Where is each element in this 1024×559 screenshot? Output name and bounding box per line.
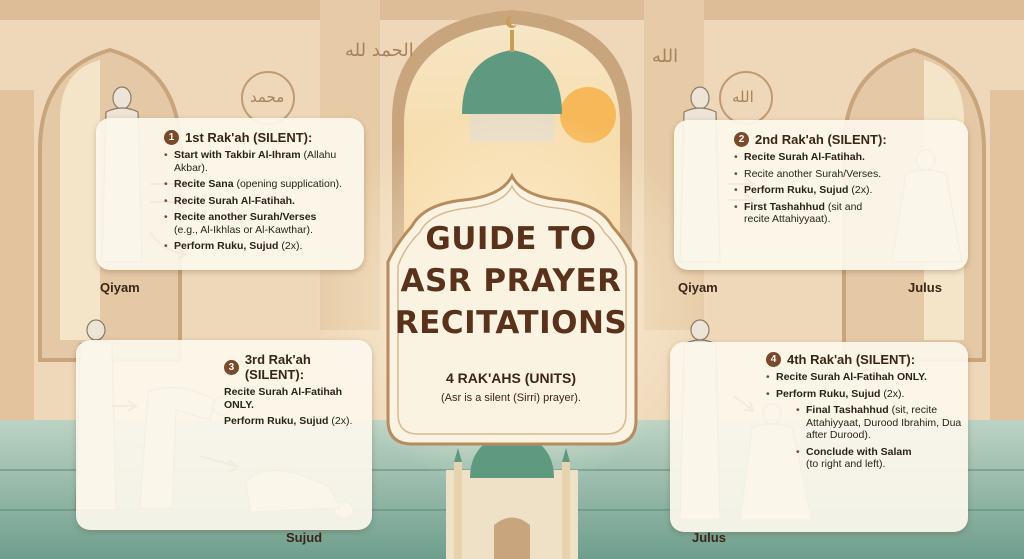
list-item: Perform Ruku, Sujud (2x). <box>224 415 353 427</box>
list-item: • Recite another Surah/Verses. <box>734 168 884 181</box>
step-number-badge: 2 <box>734 132 749 147</box>
list-item: • Conclude with Salam (to right and left). <box>796 446 962 471</box>
step-number-badge: 1 <box>164 130 179 145</box>
posture-label-julus-2: Julus <box>692 530 726 545</box>
rakah-3-heading: 3 3rd Rak'ah (SILENT): <box>224 352 372 382</box>
rakah-2-panel <box>674 120 968 270</box>
posture-label-qiyam-2: Qiyam <box>678 280 718 295</box>
calligraphy-top-right: الله <box>652 46 679 67</box>
calligraphy-right-roundel: الله <box>732 88 754 106</box>
subtitle: 4 RAK'AHS (UNITS) <box>445 370 577 386</box>
rakah-3-panel <box>76 340 372 530</box>
list-item: • Perform Ruku, Sujud (2x). <box>766 388 962 401</box>
list-item: • Recite another Surah/Verses (e.g., Al-Ikhlas or Al-Kawthar). <box>164 211 364 236</box>
posture-label-sujud: Sujud <box>286 530 323 545</box>
list-item: • First Tashahhud (sit and recite Attahiyyaat). <box>734 201 884 226</box>
list-item: • Perform Ruku, Sujud (2x). <box>734 184 884 197</box>
step-number-badge: 4 <box>766 352 781 367</box>
posture-label-qiyam-1: Qiyam <box>100 280 140 295</box>
list-item: • Recite Sana (opening supplication). <box>164 178 364 191</box>
calligraphy-top-left: الحمد لله <box>345 40 414 61</box>
list-item: • Perform Ruku, Sujud (2x). <box>164 240 364 253</box>
title-line-2: ASR PRAYER <box>400 263 622 299</box>
rakah-4-steps <box>766 371 962 471</box>
calligraphy-left-roundel: محمد <box>250 88 285 106</box>
rakah-4-panel <box>670 342 968 532</box>
title-line-1: GUIDE TO <box>425 221 597 257</box>
list-item: Recite Surah Al-Fatihah ONLY. <box>224 386 343 411</box>
posture-label-julus-1: Julus <box>908 280 942 295</box>
rakah-4-heading: 4 4th Rak'ah (SILENT): <box>766 352 968 367</box>
page-title <box>374 218 648 344</box>
subtitle-note: (Asr is a silent (Sirri) prayer). <box>441 392 581 404</box>
rakah-1-steps <box>164 149 364 253</box>
step-number-badge: 3 <box>224 360 239 375</box>
title-line-3: RECITATIONS <box>394 305 628 341</box>
rakah-1-panel <box>96 118 364 270</box>
rakah-2-heading: 2 2nd Rak'ah (SILENT): <box>734 132 968 147</box>
list-item: • Start with Takbir Al-Ihram (Allahu Akbar). <box>164 149 364 174</box>
list-item: • Recite Surah Al-Fatihah. <box>164 195 364 208</box>
list-item: • Recite Surah Al-Fatihah. <box>734 151 884 164</box>
rakah-2-steps <box>734 151 884 226</box>
list-item: • Final Tashahhud (sit, recite Attahiyyaat, Durood Ibrahim, Dua after Durood). <box>796 404 962 442</box>
rakah-3-steps <box>224 386 358 428</box>
list-item: • Recite Surah Al-Fatihah ONLY. <box>766 371 962 384</box>
rakah-1-heading: 1 1st Rak'ah (SILENT): <box>164 130 364 145</box>
